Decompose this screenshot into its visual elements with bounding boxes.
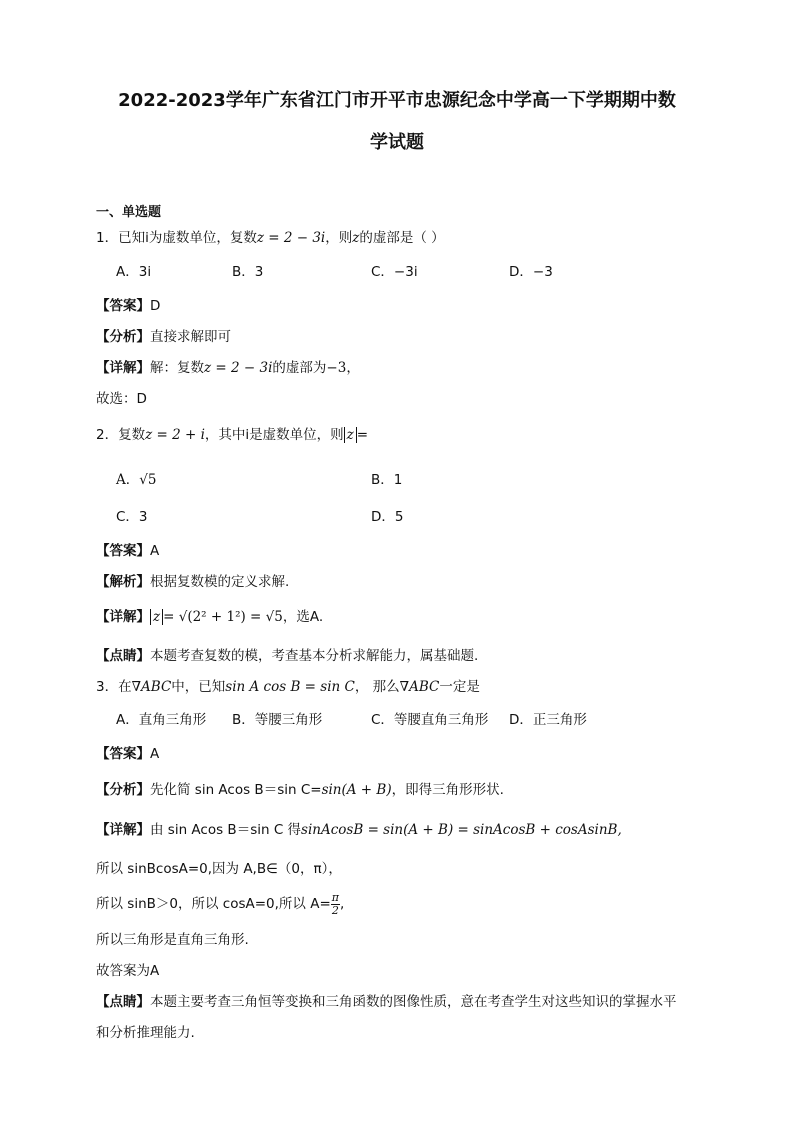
- q1-conclusion: 故选：D: [96, 391, 147, 407]
- q1-answer: 【答案】D: [96, 298, 161, 314]
- q2-option-d: D．5: [371, 509, 404, 525]
- title-line-2: 学试题: [370, 132, 424, 153]
- q3-conclusion: 故答案为A: [96, 963, 160, 979]
- q3-option-b: B．等腰三角形: [232, 712, 323, 728]
- q2-option-b: B．1: [371, 472, 403, 488]
- q1-stem: 1．已知i为虚数单位，复数z = 2 − 3i，则z的虚部是（ ）: [96, 230, 445, 246]
- q3-analysis: 【分析】先化简 sin Acos B＝sin C=sin(A + B)，即得三角形形状.: [96, 782, 504, 798]
- q1-option-d: D．−3: [509, 264, 553, 280]
- q2-detail: 【详解】 z = √(2² + 1²) = √5，选A.: [96, 609, 324, 625]
- q1-option-c: C．−3i: [371, 264, 418, 280]
- q2-stem: 2．复数z = 2 + i，其中i是虚数单位，则 z =: [96, 427, 369, 443]
- q1-analysis: 【分析】直接求解即可: [96, 329, 231, 345]
- q3-stem: 3．在∇ABC中，已知sin A cos B = sin C， 那么∇ABC一定是: [96, 679, 480, 695]
- q2-option-a: A．√5: [116, 472, 157, 488]
- title-line-1: 2022-2023学年广东省江门市开平市忠源纪念中学高一下学期期中数: [118, 90, 676, 111]
- q3-option-c: C．等腰直角三角形: [371, 712, 489, 728]
- q3-detail-line-2: 所以 sinBcosA=0,因为 A,B∈（0，π），: [96, 861, 342, 877]
- q3-comment-line-2: 和分析推理能力.: [96, 1025, 195, 1041]
- q3-answer: 【答案】A: [96, 746, 160, 762]
- q1-option-b: B．3: [232, 264, 264, 280]
- q3-option-a: A．直角三角形: [116, 712, 207, 728]
- q3-detail-line-4: 所以三角形是直角三角形.: [96, 932, 249, 948]
- q3-option-d: D．正三角形: [509, 712, 587, 728]
- q2-answer: 【答案】A: [96, 543, 160, 559]
- q2-comment: 【点睛】本题考查复数的模，考查基本分析求解能力，属基础题.: [96, 648, 479, 664]
- q2-option-c: C．3: [116, 509, 148, 525]
- q2-parse: 【解析】根据复数模的定义求解.: [96, 574, 290, 590]
- section-heading: 一、单选题: [96, 205, 162, 220]
- q3-detail-line-3: 所以 sinB＞0，所以 cosA=0,所以 A= $\frac{\pi}{2}$ ,: [96, 891, 345, 917]
- q3-comment: 【点睛】本题主要考查三角恒等变换和三角函数的图像性质，意在考查学生对这些知识的掌握水平: [96, 994, 677, 1010]
- q1-detail: 【详解】解：复数z = 2 − 3i的虚部为−3，: [96, 360, 360, 376]
- q1-option-a: A．3i: [116, 264, 152, 280]
- q3-detail: 【详解】由 sin Acos B＝sin C 得sinAcosB = sin(A + B) = sinAcosB + cosAsinB,: [96, 822, 622, 838]
